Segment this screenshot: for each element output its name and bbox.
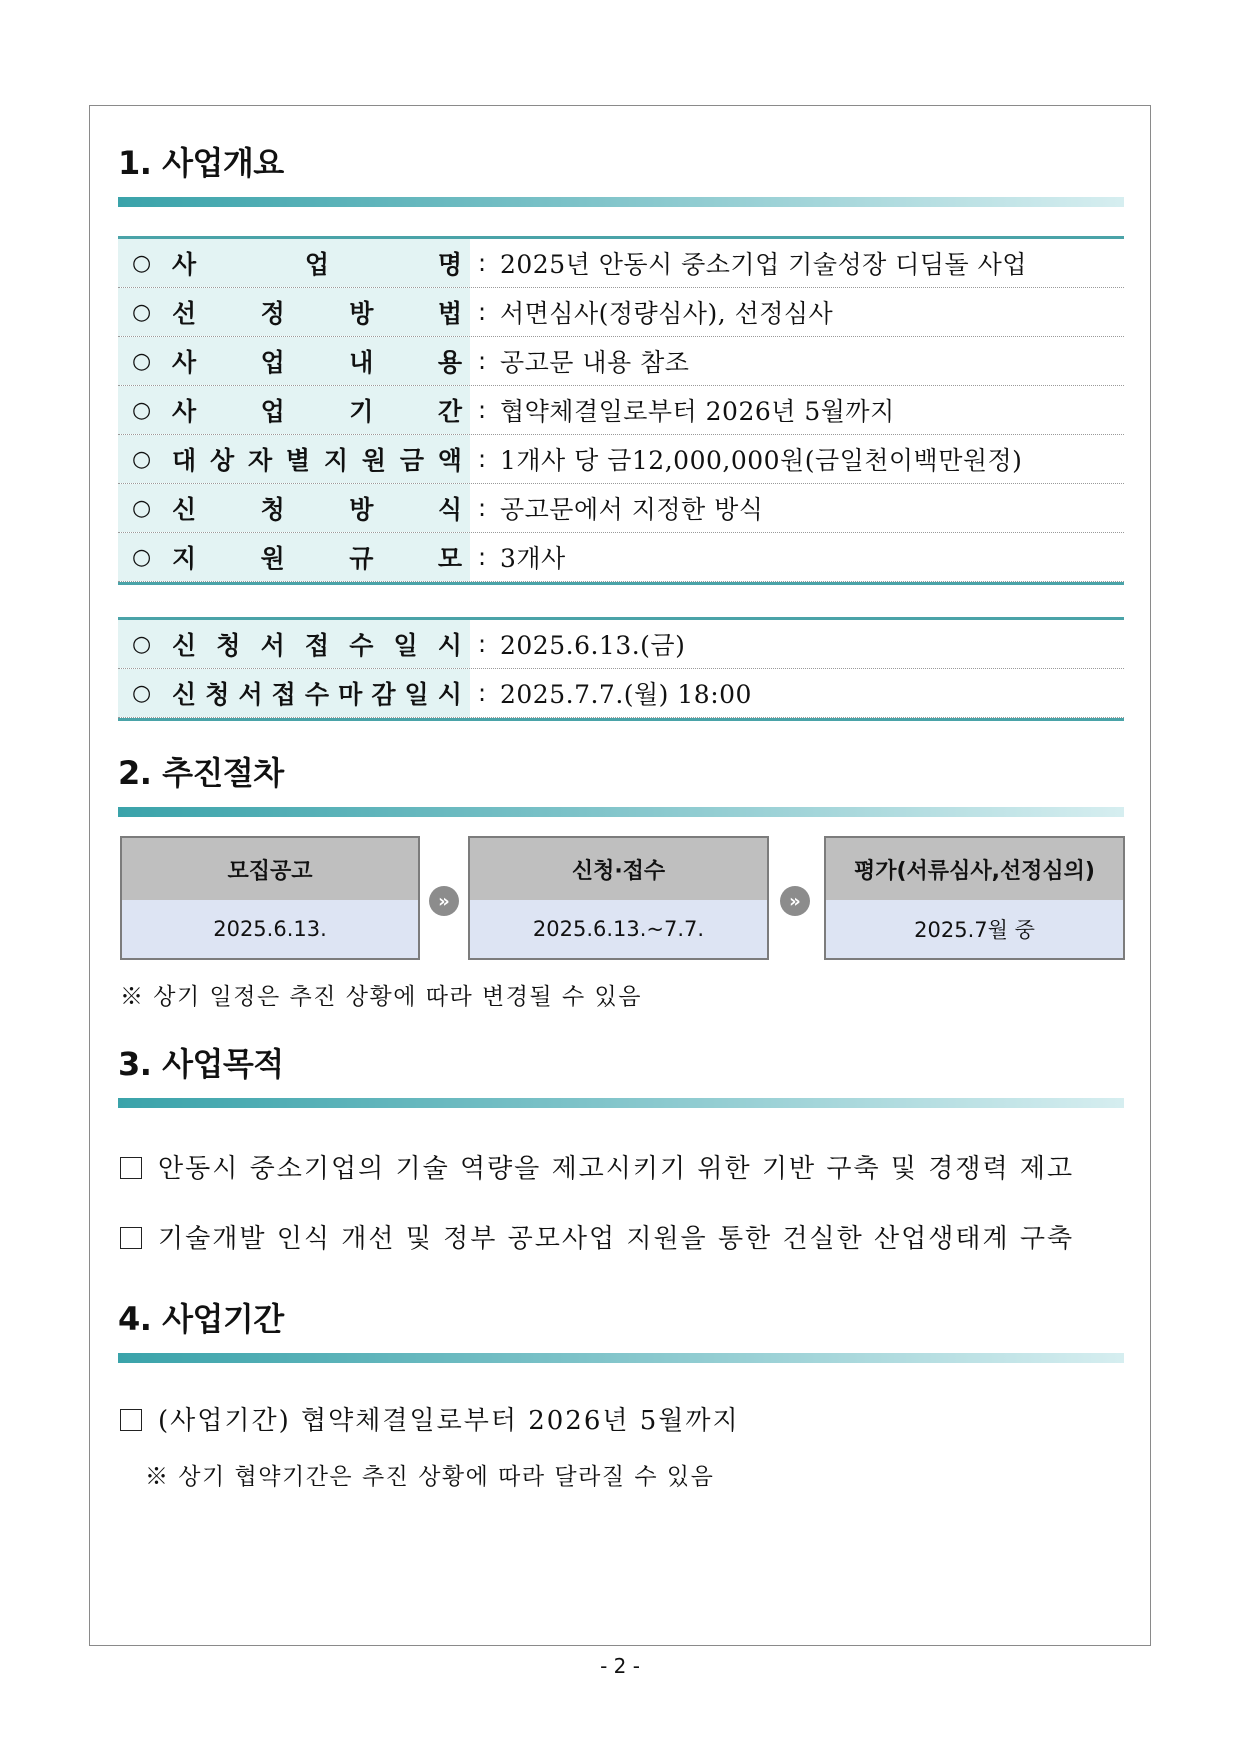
table-row [118, 386, 1124, 435]
section-divider [118, 197, 1124, 207]
label-char: 모 [437, 544, 462, 573]
section-divider [118, 807, 1124, 817]
purpose-text: 안동시 중소기업의 기술 역량을 제고시키기 위한 기반 구축 및 경쟁력 제고 [158, 1154, 1075, 1184]
circle-bullet-icon: ○ [132, 250, 152, 276]
section-purpose-header [118, 1042, 1124, 1108]
section-period-header [118, 1297, 1124, 1363]
colon-separator: : [477, 396, 487, 424]
label-char: 기 [349, 397, 374, 426]
label-char: 원 [260, 544, 285, 573]
label-char: 서 [260, 631, 285, 660]
circle-bullet-icon: ○ [132, 446, 152, 472]
period-text: (사업기간) 협약체결일로부터 2026년 5월까지 [158, 1406, 740, 1436]
row-label [118, 288, 470, 336]
double-chevron-right-icon: » [780, 886, 810, 916]
checkbox-icon [120, 1227, 142, 1249]
label-char: 접 [271, 680, 296, 709]
colon-separator: : [477, 298, 487, 326]
label-char: 식 [437, 495, 462, 524]
section-title: 4. 사업기간 [118, 1300, 284, 1338]
row-value: 협약체결일로부터 2026년 5월까지 [500, 397, 895, 426]
row-label-text [160, 294, 470, 330]
table-row [118, 239, 1124, 288]
label-char: 일 [393, 631, 418, 660]
step-box [824, 836, 1125, 960]
label-char: 지 [323, 446, 349, 475]
row-label [118, 620, 470, 668]
label-char: 정 [260, 299, 285, 328]
label-char: 사 [172, 250, 197, 279]
section-procedure-header [118, 751, 1124, 817]
colon-separator: : [477, 347, 487, 375]
step-date: 2025.7월 중 [826, 900, 1123, 958]
section-overview-header [118, 141, 1124, 207]
table-bottom-rule [118, 582, 1124, 585]
row-label-text [160, 392, 470, 428]
label-char: 일 [404, 680, 429, 709]
row-label [118, 484, 470, 532]
colon-separator: : [477, 543, 487, 571]
table-row [118, 620, 1124, 669]
purpose-item [120, 1148, 1074, 1185]
label-char: 별 [285, 446, 311, 475]
page-number: - 2 - [600, 1654, 640, 1678]
label-char: 간 [437, 397, 462, 426]
label-char: 액 [437, 446, 462, 475]
step-title: 모집공고 [122, 838, 418, 900]
label-char: 지 [172, 544, 197, 573]
colon-separator: : [477, 445, 487, 473]
label-char: 선 [172, 299, 197, 328]
table-bottom-rule [118, 718, 1124, 721]
label-char: 서 [238, 680, 263, 709]
row-value: 2025.7.7.(월) 18:00 [500, 680, 752, 709]
row-label-text [160, 626, 470, 662]
label-char: 시 [437, 680, 462, 709]
row-value: 공고문 내용 참조 [500, 348, 690, 377]
label-char: 원 [361, 446, 386, 475]
row-label-text [160, 539, 470, 575]
purpose-item [120, 1218, 1074, 1255]
step-date: 2025.6.13.~7.7. [470, 900, 767, 958]
label-char: 명 [437, 250, 462, 279]
label-char: 사 [172, 348, 197, 377]
period-note: ※ 상기 협약기간은 추진 상황에 따라 달라질 수 있음 [145, 1464, 715, 1490]
step-box [120, 836, 420, 960]
application-table [118, 617, 1124, 721]
label-char: 내 [349, 348, 374, 377]
row-value: 2025.6.13.(금) [500, 631, 686, 660]
section-title: 3. 사업목적 [118, 1045, 284, 1083]
label-char: 수 [349, 631, 374, 660]
colon-separator: : [477, 249, 487, 277]
circle-bullet-icon: ○ [132, 680, 152, 706]
label-char: 업 [260, 397, 285, 426]
label-char: 방 [349, 495, 374, 524]
label-char: 청 [216, 631, 241, 660]
label-char: 업 [260, 348, 285, 377]
row-value: 1개사 당 금12,000,000원(금일천이백만원정) [500, 446, 1023, 475]
period-item [120, 1400, 740, 1437]
label-char: 자 [247, 446, 273, 475]
table-row [118, 288, 1124, 337]
row-value: 2025년 안동시 중소기업 기술성장 디딤돌 사업 [500, 250, 1027, 279]
step-date: 2025.6.13. [122, 900, 418, 958]
label-char: 법 [437, 299, 462, 328]
row-label [118, 239, 470, 287]
section-divider [118, 1353, 1124, 1363]
circle-bullet-icon: ○ [132, 631, 152, 657]
step-title: 신청·접수 [470, 838, 767, 900]
label-char: 신 [172, 680, 197, 709]
label-char: 방 [349, 299, 374, 328]
row-label [118, 386, 470, 434]
label-char: 규 [349, 544, 374, 573]
circle-bullet-icon: ○ [132, 495, 152, 521]
row-label-text [160, 490, 470, 526]
step-title: 평가(서류심사,선정심의) [826, 838, 1123, 900]
row-label [118, 533, 470, 581]
schedule-note: ※ 상기 일정은 추진 상황에 따라 변경될 수 있음 [120, 984, 642, 1010]
row-value: 공고문에서 지정한 방식 [500, 495, 764, 524]
table-row [118, 337, 1124, 386]
checkbox-icon [120, 1157, 142, 1179]
label-char: 시 [437, 631, 462, 660]
circle-bullet-icon: ○ [132, 544, 152, 570]
table-row [118, 435, 1124, 484]
label-char: 사 [172, 397, 197, 426]
procedure-flow [120, 836, 1125, 962]
label-char: 청 [260, 495, 285, 524]
label-char: 신 [172, 495, 197, 524]
purpose-text: 기술개발 인식 개선 및 정부 공모사업 지원을 통한 건실한 산업생태계 구축 [158, 1224, 1075, 1254]
row-label-text [160, 343, 470, 379]
colon-separator: : [477, 494, 487, 522]
double-chevron-right-icon: » [429, 886, 459, 916]
row-label-text [160, 441, 470, 477]
label-char: 감 [371, 680, 396, 709]
row-label [118, 337, 470, 385]
section-title: 2. 추진절차 [118, 754, 284, 792]
row-value: 서면심사(정량심사), 선정심사 [500, 299, 834, 328]
section-title: 1. 사업개요 [118, 144, 284, 182]
label-char: 신 [172, 631, 197, 660]
step-box [468, 836, 769, 960]
table-row [118, 533, 1124, 582]
label-char: 용 [437, 348, 462, 377]
row-label [118, 435, 470, 483]
table-row [118, 669, 1124, 718]
checkbox-icon [120, 1409, 142, 1431]
colon-separator: : [477, 679, 487, 707]
overview-table [118, 236, 1124, 585]
colon-separator: : [477, 630, 487, 658]
label-char: 금 [399, 446, 424, 475]
row-label-text [160, 245, 470, 281]
circle-bullet-icon: ○ [132, 397, 152, 423]
row-value: 3개사 [500, 544, 566, 573]
section-divider [118, 1098, 1124, 1108]
label-char: 청 [205, 680, 230, 709]
label-char: 접 [304, 631, 330, 660]
label-char: 마 [338, 680, 363, 709]
label-char: 수 [304, 680, 330, 709]
label-char: 업 [304, 250, 330, 279]
row-label-text [160, 675, 470, 711]
row-label [118, 669, 470, 717]
label-char: 대 [172, 446, 197, 475]
circle-bullet-icon: ○ [132, 299, 152, 325]
table-row [118, 484, 1124, 533]
circle-bullet-icon: ○ [132, 348, 152, 374]
label-char: 상 [209, 446, 235, 475]
